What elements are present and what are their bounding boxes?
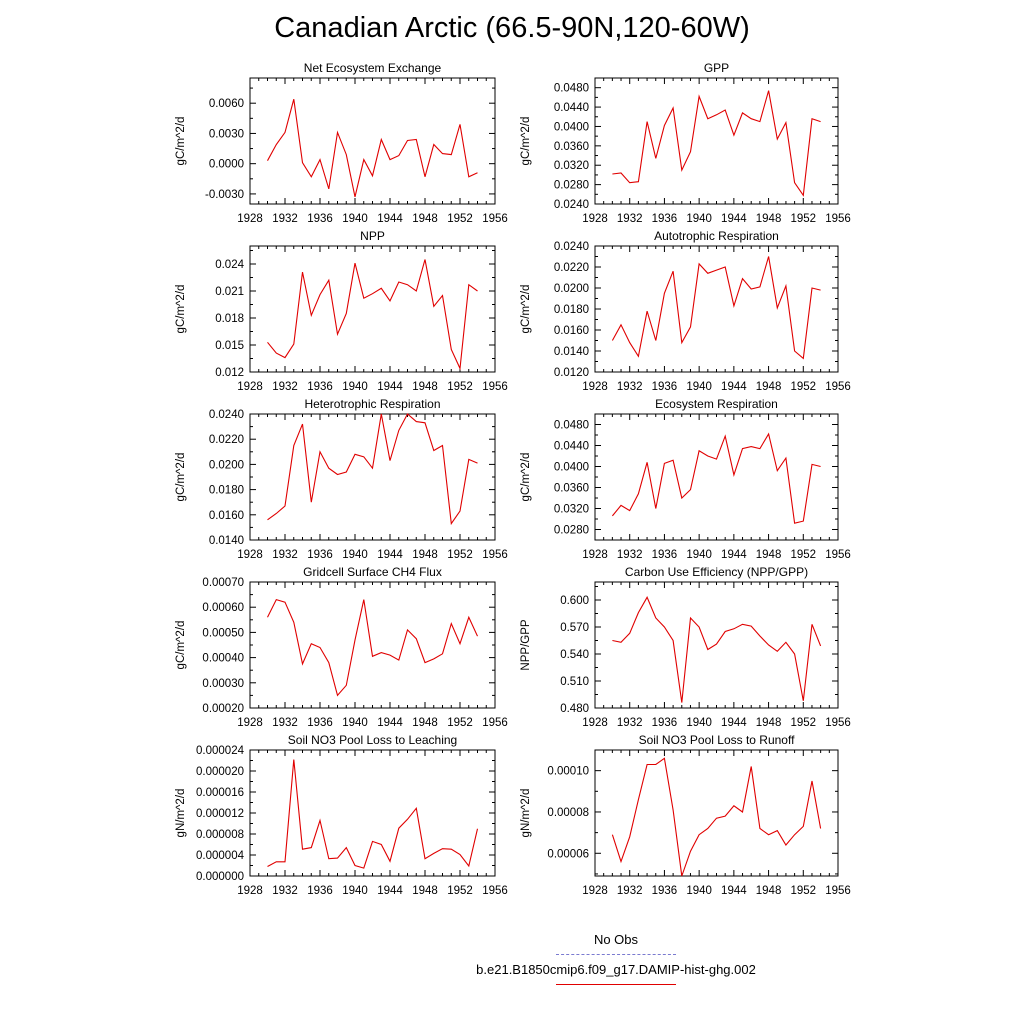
- x-tick-label: 1944: [377, 717, 403, 729]
- x-tick-label: 1932: [616, 885, 643, 897]
- x-tick-label: 1936: [307, 549, 333, 561]
- x-tick-label: 1952: [790, 381, 817, 393]
- series-line: [268, 600, 478, 696]
- x-tick-label: 1952: [790, 549, 817, 561]
- y-axis-label: gN/m^2/d: [175, 788, 187, 838]
- y-tick-label: 0.00010: [547, 765, 589, 778]
- x-tick-label: 1928: [237, 717, 263, 729]
- x-tick-label: 1936: [307, 381, 333, 393]
- y-tick-label: 0.0480: [553, 82, 589, 95]
- y-tick-label: 0.024: [215, 259, 244, 271]
- x-tick-label: 1948: [412, 549, 438, 561]
- y-tick-label: 0.000020: [196, 766, 244, 778]
- y-tick-label: 0.0030: [208, 128, 244, 141]
- x-tick-label: 1952: [447, 381, 473, 393]
- y-tick-label: 0.0320: [553, 160, 589, 173]
- panel-title: Ecosystem Respiration: [655, 397, 778, 411]
- y-tick-label: 0.000024: [196, 745, 244, 757]
- x-tick-label: 1944: [377, 213, 403, 225]
- x-tick-label: 1928: [237, 885, 263, 897]
- panel-title: Soil NO3 Pool Loss to Runoff: [638, 733, 795, 747]
- y-tick-label: 0.00006: [547, 848, 589, 861]
- x-tick-label: 1956: [825, 717, 851, 729]
- plot-frame: [250, 246, 495, 372]
- y-tick-label: 0.0360: [553, 482, 589, 495]
- panel-8: [520, 565, 851, 729]
- y-tick-label: 0.0220: [553, 262, 589, 274]
- y-tick-label: 0.0140: [553, 346, 589, 358]
- x-tick-label: 1944: [721, 381, 747, 393]
- y-tick-label: 0.0120: [553, 367, 589, 379]
- x-tick-label: 1928: [582, 717, 608, 729]
- plot-frame: [250, 582, 495, 708]
- y-tick-label: 0.570: [560, 622, 589, 634]
- y-tick-label: 0.018: [215, 313, 244, 325]
- panel-title: Heterotrophic Respiration: [304, 397, 441, 411]
- y-tick-label: 0.0160: [208, 509, 244, 522]
- x-tick-label: 1944: [377, 381, 403, 393]
- y-axis-label: gC/m^2/d: [520, 116, 532, 166]
- x-tick-label: 1940: [686, 381, 712, 393]
- x-tick-label: 1948: [755, 213, 782, 225]
- plot-frame: [595, 78, 838, 204]
- x-tick-label: 1940: [686, 885, 712, 897]
- x-tick-label: 1940: [686, 549, 712, 561]
- x-tick-label: 1956: [482, 213, 508, 225]
- panel-title: Autotrophic Respiration: [654, 229, 779, 243]
- x-tick-label: 1940: [686, 213, 712, 225]
- y-tick-label: 0.000008: [196, 829, 244, 841]
- page-title: Canadian Arctic (66.5-90N,120-60W): [274, 12, 750, 44]
- y-tick-label: 0.0280: [553, 179, 589, 192]
- panel-9: [175, 733, 508, 897]
- y-tick-label: 0.480: [560, 703, 589, 715]
- y-tick-label: 0.0220: [208, 434, 244, 447]
- panel-title: Net Ecosystem Exchange: [303, 61, 442, 75]
- plot-frame: [595, 750, 838, 876]
- x-tick-label: 1928: [582, 885, 608, 897]
- y-axis-label: gC/m^2/d: [520, 452, 532, 502]
- x-tick-label: 1952: [447, 885, 473, 897]
- panel-6: [520, 397, 851, 561]
- y-axis-label: NPP/GPP: [520, 619, 532, 671]
- x-tick-label: 1936: [307, 885, 333, 897]
- y-tick-label: 0.0060: [208, 98, 244, 111]
- x-tick-label: 1940: [342, 213, 368, 225]
- x-tick-label: 1932: [272, 549, 298, 561]
- y-tick-label: 0.0240: [208, 409, 244, 421]
- y-tick-label: 0.015: [215, 340, 244, 352]
- x-tick-label: 1932: [272, 885, 298, 897]
- panel-5: [175, 397, 508, 561]
- x-tick-label: 1928: [582, 213, 608, 225]
- x-tick-label: 1956: [482, 381, 508, 393]
- series-line: [268, 260, 478, 369]
- y-axis-label: gN/m^2/d: [520, 788, 532, 838]
- series-line: [612, 91, 820, 196]
- x-tick-label: 1956: [825, 381, 851, 393]
- y-tick-label: 0.00020: [202, 703, 244, 715]
- x-tick-label: 1936: [307, 213, 333, 225]
- y-tick-label: 0.0180: [208, 484, 244, 497]
- x-tick-label: 1956: [482, 717, 508, 729]
- panel-title: Gridcell Surface CH4 Flux: [303, 565, 442, 579]
- x-tick-label: 1956: [482, 549, 508, 561]
- plot-frame: [250, 750, 495, 876]
- x-tick-label: 1932: [272, 717, 298, 729]
- x-tick-label: 1932: [616, 549, 643, 561]
- y-tick-label: 0.510: [560, 676, 589, 688]
- panel-title: GPP: [703, 61, 730, 75]
- y-tick-label: -0.0030: [204, 188, 244, 201]
- x-tick-label: 1932: [616, 717, 643, 729]
- x-tick-label: 1952: [447, 717, 473, 729]
- y-axis-label: gC/m^2/d: [175, 452, 187, 502]
- y-tick-label: 0.0400: [553, 121, 589, 134]
- y-tick-label: 0.0440: [553, 440, 589, 453]
- panel-title: Carbon Use Efficiency (NPP/GPP): [624, 565, 809, 579]
- x-tick-label: 1940: [342, 885, 368, 897]
- series-line: [268, 760, 478, 869]
- x-tick-label: 1948: [755, 549, 782, 561]
- x-tick-label: 1944: [721, 885, 747, 897]
- panel-7: [175, 565, 508, 729]
- x-tick-label: 1948: [412, 381, 438, 393]
- panel-3: [175, 229, 508, 393]
- x-tick-label: 1956: [825, 549, 851, 561]
- y-tick-label: 0.0480: [553, 419, 589, 432]
- x-tick-label: 1952: [447, 213, 473, 225]
- y-tick-label: 0.0240: [553, 199, 589, 211]
- x-tick-label: 1932: [272, 381, 298, 393]
- y-tick-label: 0.0140: [208, 535, 244, 547]
- x-tick-label: 1936: [651, 549, 678, 561]
- x-tick-label: 1928: [237, 213, 263, 225]
- y-tick-label: 0.00060: [202, 602, 244, 615]
- y-tick-label: 0.0360: [553, 140, 589, 153]
- x-tick-label: 1928: [237, 549, 263, 561]
- y-tick-label: 0.0240: [553, 241, 589, 253]
- plot-frame: [595, 246, 838, 372]
- plot-frame: [250, 78, 495, 204]
- y-axis-label: gC/m^2/d: [520, 284, 532, 334]
- panel-10: [520, 733, 851, 897]
- y-tick-label: 0.021: [215, 286, 244, 298]
- x-tick-label: 1944: [721, 213, 747, 225]
- x-tick-label: 1940: [686, 717, 712, 729]
- y-tick-label: 0.0160: [553, 325, 589, 337]
- y-tick-label: 0.000000: [196, 871, 244, 883]
- x-tick-label: 1952: [447, 549, 473, 561]
- y-tick-label: 0.000012: [196, 808, 244, 820]
- y-axis-label: gC/m^2/d: [175, 284, 187, 334]
- x-tick-label: 1940: [342, 381, 368, 393]
- x-tick-label: 1936: [651, 381, 678, 393]
- plot-frame: [250, 414, 495, 540]
- panel-title: NPP: [360, 229, 385, 243]
- x-tick-label: 1952: [790, 885, 817, 897]
- series-line: [612, 597, 820, 702]
- panel-title: Soil NO3 Pool Loss to Leaching: [287, 733, 458, 747]
- x-tick-label: 1948: [412, 717, 438, 729]
- x-tick-label: 1952: [790, 717, 817, 729]
- x-tick-label: 1928: [582, 381, 608, 393]
- x-tick-label: 1940: [342, 549, 368, 561]
- x-tick-label: 1944: [721, 549, 747, 561]
- legend-run-label: b.e21.B1850cmip6.f09_g17.DAMIP-hist-ghg.002: [476, 962, 756, 977]
- legend-run-line: [556, 984, 676, 985]
- y-tick-label: 0.0280: [553, 524, 589, 537]
- x-tick-label: 1936: [307, 717, 333, 729]
- x-tick-label: 1940: [342, 717, 368, 729]
- x-tick-label: 1944: [377, 549, 403, 561]
- x-tick-label: 1956: [825, 213, 851, 225]
- series-line: [268, 99, 478, 197]
- x-tick-label: 1944: [377, 885, 403, 897]
- y-tick-label: 0.540: [560, 649, 589, 661]
- y-tick-label: 0.600: [560, 595, 589, 607]
- x-tick-label: 1956: [825, 885, 851, 897]
- y-tick-label: 0.0000: [208, 158, 244, 171]
- x-tick-label: 1944: [721, 717, 747, 729]
- panel-2: [520, 61, 851, 225]
- series-line: [612, 257, 820, 359]
- x-tick-label: 1932: [616, 381, 643, 393]
- x-tick-label: 1948: [755, 885, 782, 897]
- y-tick-label: 0.0200: [208, 459, 244, 472]
- y-tick-label: 0.00070: [202, 577, 244, 589]
- x-tick-label: 1928: [582, 549, 608, 561]
- x-tick-label: 1948: [755, 717, 782, 729]
- legend-no-obs-label: No Obs: [593, 932, 639, 947]
- y-axis-label: gC/m^2/d: [175, 620, 187, 670]
- series-line: [268, 414, 478, 524]
- y-tick-label: 0.0180: [553, 304, 589, 316]
- y-tick-label: 0.00050: [202, 627, 244, 640]
- x-tick-label: 1936: [651, 213, 678, 225]
- x-tick-label: 1936: [651, 885, 678, 897]
- panel-4: [520, 229, 851, 393]
- y-tick-label: 0.00040: [202, 652, 244, 665]
- x-tick-label: 1948: [755, 381, 782, 393]
- y-tick-label: 0.000016: [196, 787, 244, 799]
- y-tick-label: 0.012: [215, 367, 244, 379]
- x-tick-label: 1948: [412, 885, 438, 897]
- x-tick-label: 1952: [790, 213, 817, 225]
- series-line: [612, 758, 820, 876]
- x-tick-label: 1932: [272, 213, 298, 225]
- x-tick-label: 1956: [482, 885, 508, 897]
- series-line: [612, 434, 820, 523]
- y-tick-label: 0.0200: [553, 283, 589, 295]
- panel-1: [175, 61, 508, 225]
- y-tick-label: 0.0320: [553, 503, 589, 516]
- x-tick-label: 1936: [651, 717, 678, 729]
- x-tick-label: 1932: [616, 213, 643, 225]
- y-tick-label: 0.0400: [553, 461, 589, 474]
- y-axis-label: gC/m^2/d: [175, 116, 187, 166]
- legend-no-obs-line: [556, 954, 676, 955]
- x-tick-label: 1948: [412, 213, 438, 225]
- y-tick-label: 0.000004: [196, 850, 244, 862]
- x-tick-label: 1928: [237, 381, 263, 393]
- y-tick-label: 0.0440: [553, 102, 589, 115]
- y-tick-label: 0.00030: [202, 677, 244, 690]
- y-tick-label: 0.00008: [547, 806, 589, 819]
